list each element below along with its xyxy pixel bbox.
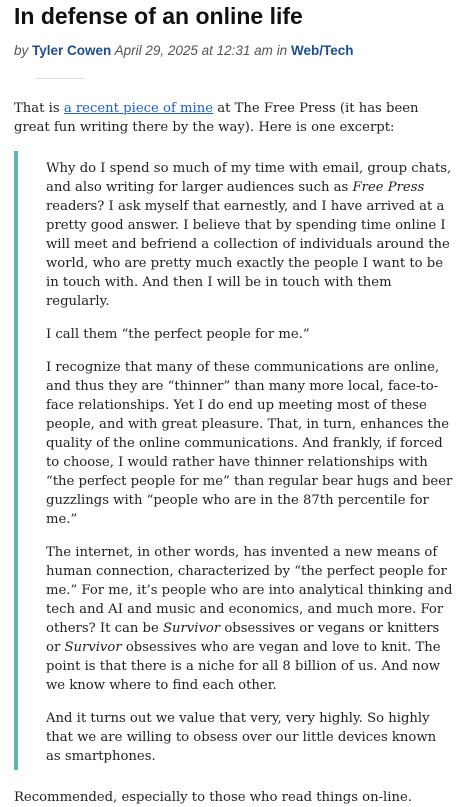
intro-paragraph (14, 99, 454, 137)
category-link[interactable]: Web/Tech (290, 43, 354, 58)
quote-p4-emphasis-2: Survivor (64, 640, 122, 655)
outro-paragraph: Recommended, especially to those who read things on-line. (14, 790, 412, 805)
post-title[interactable]: In defense of an online life (14, 3, 303, 29)
quote-paragraph-3: I recognize that many of these communications are online, and thus they are “thinner” than many more local, face-to-face relationships. Yet I do end up meeting most of these people, and with great pleasure. That, in turn, enhances the quality of the online communications. And frankly, if forced to choose, I would rather have thinner relationships with “the perfect people for me” than regular bear hugs and beer guzzlings with “people who are in the 87th percentile for me.” (46, 360, 453, 527)
quote-p1-text-a: Why do I spend so much of my time with email, group chats, and also writing for larger audiences such as (46, 161, 452, 195)
recent-piece-link[interactable]: a recent piece of mine (63, 101, 214, 116)
intro-text-after: at The Free Press (it has been great fun writing there by the way). Here is one excerpt: (14, 101, 419, 135)
quote-p1-emphasis: Free Press (352, 180, 425, 195)
excerpt-blockquote (14, 151, 454, 770)
post-date: April 29, 2025 at 12:31 am (114, 43, 273, 58)
byline (14, 42, 454, 60)
quote-p4-text-b: obsessives or vegans or knitters or (46, 621, 440, 655)
quote-paragraph-4 (46, 543, 454, 695)
divider (36, 78, 84, 79)
quote-paragraph-2: I call them “the perfect people for me.” (46, 327, 310, 342)
byline-by: by (14, 43, 29, 58)
quote-p4-text-a: The internet, in other words, has invented a new means of human connection, characterized by “the perfect people for me.” For me, it’s people who are into analytical thinking and tech and AI and music and economics, and much more. For others? It can be (46, 545, 453, 636)
quote-p1-text-b: readers? I ask myself that earnestly, and I have arrived at a pretty good answer. I believe that by spending time online I will meet and befriend a collection of individuals around the world, who are pretty much exactly the people I want to be in touch with. And then I will be in touch with them regularly. (46, 199, 450, 309)
byline-in: in (276, 43, 288, 58)
quote-p4-text-c: obsessives who are vegan and love to knit. The point is that there is a niche for all 8 billion of us. And now we know where to find each other. (46, 640, 441, 693)
quote-paragraph-1 (46, 159, 454, 311)
intro-text-before: That is (14, 101, 64, 116)
quote-p4-emphasis-1: Survivor (162, 621, 221, 636)
author-link[interactable]: Tyler Cowen (32, 43, 112, 58)
quote-paragraph-5: And it turns out we value that very, very highly. So highly that we are willing to obsess over our little devices known as smartphones. (46, 711, 437, 764)
